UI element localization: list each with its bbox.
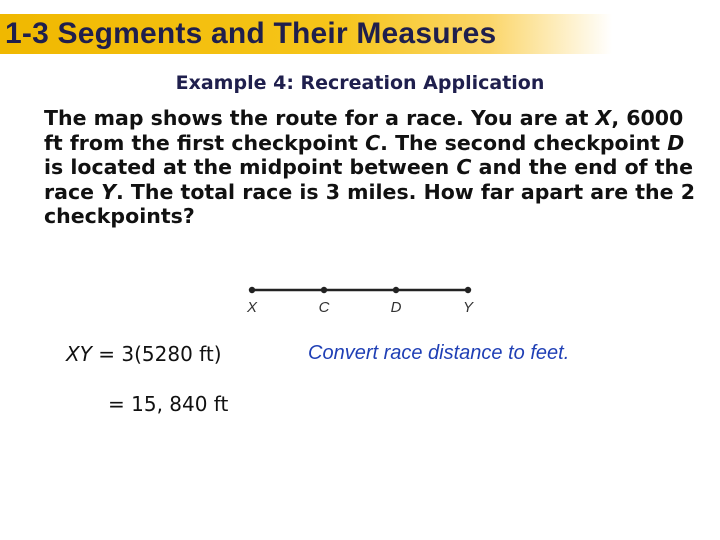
problem-text-part: and the end of the race [44, 155, 694, 204]
equation-line-1 [66, 342, 222, 366]
point-y-label: Y [462, 299, 474, 316]
example-subtitle: Example 4: Recreation Application [175, 72, 545, 94]
point-d-label: D [667, 130, 685, 155]
problem-text-part: is located at the midpoint between [44, 155, 457, 179]
equation-rhs: = 3(5280 ft) [91, 342, 222, 366]
race-route-diagram [236, 280, 486, 320]
point-c-dot [321, 287, 327, 293]
point-c-label: C [456, 155, 472, 179]
point-y-label: Y [101, 179, 116, 204]
problem-text-part: . The second checkpoint [380, 130, 668, 155]
slide-title: 1-3 Segments and Their Measures [5, 17, 497, 50]
problem-text-part: , 6000 ft from the first checkpoint [44, 106, 684, 155]
point-d-label: D [390, 299, 402, 316]
title-bar [0, 14, 720, 54]
point-c-label: C [318, 299, 330, 316]
point-c-label: C [365, 130, 381, 155]
point-d-dot [393, 287, 399, 293]
point-x-dot [249, 287, 255, 293]
point-x-label: X [595, 106, 612, 130]
problem-text-part: The map shows the route for a race. You are at [44, 106, 596, 130]
problem-text-part: . The total race is 3 miles. How far apart are the 2 checkpoints? [44, 179, 695, 228]
equation-line-2: = 15, 840 ft [108, 392, 229, 416]
explanation-note: Convert race distance to feet. [308, 342, 570, 364]
problem-text [44, 106, 704, 229]
point-x-label: X [246, 299, 258, 316]
point-y-dot [465, 287, 471, 293]
equation-lhs: XY [66, 342, 92, 366]
